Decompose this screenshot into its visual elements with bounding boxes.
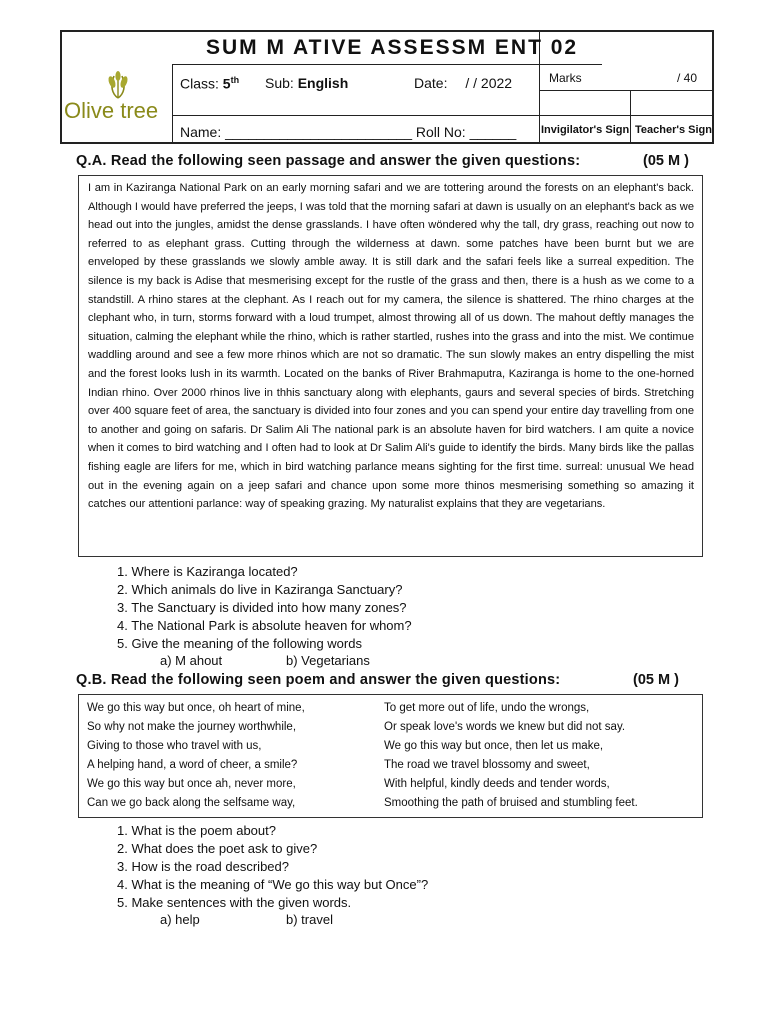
- question-item: 2. Which animals do live in Kaziranga Sanctuary?: [117, 582, 403, 597]
- poem-line: Giving to those who travel with us,: [87, 739, 262, 752]
- subject-label: Sub:: [265, 75, 294, 91]
- subject-field: [265, 75, 348, 91]
- class-label: Class:: [180, 75, 219, 92]
- word-travel: b) travel: [286, 912, 333, 927]
- marks-label: Marks: [549, 71, 582, 85]
- class-value: 5: [222, 75, 231, 92]
- teacher-sign-label: Teacher's Sign: [635, 124, 712, 136]
- logo-text: Olive tree: [64, 98, 159, 123]
- question-item: 5. Make sentences with the given words.: [117, 895, 352, 910]
- poem-line: The road we travel blossomy and sweet,: [384, 758, 590, 771]
- poem-line: With helpful, kindly deeds and tender words,: [384, 777, 610, 790]
- section-b-marks: (05 M ): [633, 672, 679, 688]
- question-item: 3. The Sanctuary is divided into how many zones?: [117, 600, 407, 615]
- poem-line: Or speak love's words we knew but did not say.: [384, 720, 626, 733]
- section-b-questions: [117, 822, 428, 912]
- invigilator-sign-label: Invigilator's Sign: [541, 124, 630, 136]
- class-suffix: th: [230, 75, 240, 85]
- poem-line: Can we go back along the selfsame way,: [87, 796, 296, 809]
- poem-line: We go this way but once ah, never more,: [87, 777, 296, 790]
- section-b-heading: Q.B. Read the following seen poem and answer the given questions:: [76, 672, 561, 688]
- marks-total: / 40: [677, 71, 698, 85]
- passage-box: [78, 175, 703, 557]
- word-a: a) M ahout: [160, 653, 223, 668]
- name-roll-line: Name: ________________________ Roll No: ______: [180, 124, 517, 140]
- poem-line: A helping hand, a word of cheer, a smile?: [87, 758, 298, 771]
- subject-value: English: [297, 75, 349, 91]
- poem-left-column: [87, 699, 305, 812]
- word-b: b) Vegetarians: [286, 653, 370, 668]
- poem-line: So why not make the journey worthwhile,: [87, 720, 297, 733]
- sign-divider: [630, 90, 631, 144]
- poem-line: Smoothing the path of bruised and stumbling feet.: [384, 796, 638, 809]
- page-title: SUM M ATIVE ASSESSM ENT 02: [206, 36, 579, 59]
- logo-divider: [172, 64, 173, 144]
- date-value: / / 2022: [465, 75, 513, 91]
- poem-line: We go this way but once, oh heart of mine,: [87, 702, 305, 714]
- question-item: 2. What does the poet ask to give?: [117, 841, 318, 856]
- question-item: 4. What is the meaning of “We go this way but Once”?: [117, 877, 429, 892]
- marks-row-divider: [539, 90, 714, 91]
- question-item: 1. What is the poem about?: [117, 823, 276, 838]
- question-item: 3. How is the road described?: [117, 859, 289, 874]
- poem-box: [78, 694, 703, 818]
- date-label: Date:: [414, 75, 448, 91]
- section-a-marks: (05 M ): [643, 153, 689, 169]
- question-item: 5. Give the meaning of the following words: [117, 636, 362, 651]
- name-row-divider: [172, 115, 714, 116]
- header-title-divider: [172, 64, 602, 65]
- passage-text: I am in Kaziranga National Park on an early morning safari and we are tottering around the forests on an elephant's back. Although I would have preferred the jeeps, I was told that the morning safari at dawn is usually on an elephant's back as we head out into the jungles, amidst the dense grasslands. I have often wöndered why the tall, dry grass, reaching out now to referred to as elephant grass. Cutting through the wilderness at dawn. some patches have been burnt but we are enveloped by these grasslands we slowly amble away. It is still dark and the safari feels like a surreal expedition. The silence is my back is Adise that mesmerising except for the rustle of the grass and then, there is a hush as we come to a standstill. A rhino stares at the clephant. As I reach out for my camera, the silence is shattered. The rhino charges at the clephant who, in turn, storms forward with a loud trumpet, almost throwing all of us down. The mahout deftly manages the situation, calming the elephant while the rhino, which is rather startled, rushes into the grass and into the mist. We contimue waddling around and see a few more rhinos which are not so dramatic. The sun slowly makes an entry dispelling the mist and the forest looks lush in its warmth. Located on the banks of River Brahmaputra, Kaziranga is home to the one-horned Indian rhino. Over 2000 rhinos live in thhis sanctuary along with elephants, gaurs and several species of birds. Stretching over 400 square feet of area, the sanctuary is divided into four zones and you can spend your entire day travelling from one to another and going on safaris. Dr Salim Ali The national park is an absolute haven for bird watchers. I am quite a novice when it comes to bird watching and I often had to look at Dr Salim Ali's guide to identify the birds. Many birds like the pallas fishing eagle are lifers for me, which in bird watching parlance means sighting for the first time. surreal: unusual We head out in the evening again on a jeep safari and chance upon some more thinos mesmerising something so amazing it catches our attentioni parlance: way of speaking grazing. My naturalist explains that they are vegetarians.: [88, 182, 694, 511]
- class-field: [180, 75, 239, 92]
- question-item: 4. The National Park is absolute heaven for whom?: [117, 618, 412, 633]
- poem-line: We go this way but once, then let us make,: [384, 739, 604, 752]
- date-field: [414, 75, 512, 91]
- word-help: a) help: [160, 912, 200, 927]
- poem-line: To get more out of life, undo the wrongs,: [384, 702, 590, 714]
- question-item: 1. Where is Kaziranga located?: [117, 564, 298, 579]
- poem-right-column: [384, 699, 638, 812]
- section-a-heading: Q.A. Read the following seen passage and answer the given questions:: [76, 153, 581, 169]
- section-a-questions: [117, 563, 412, 653]
